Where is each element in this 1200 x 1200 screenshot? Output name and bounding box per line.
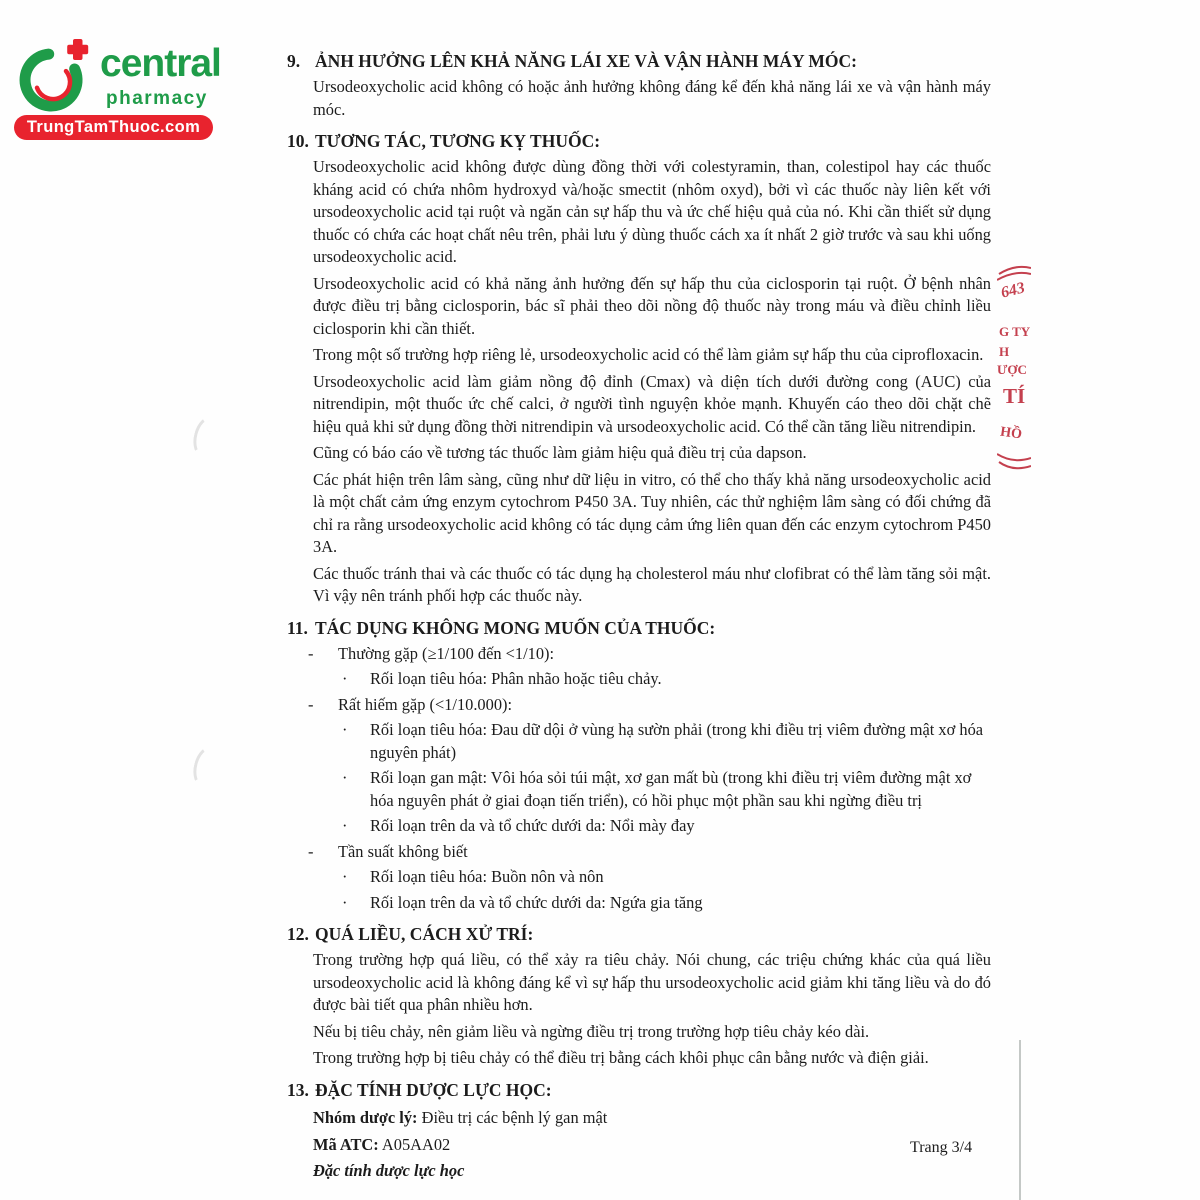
section-heading: [287, 50, 991, 73]
paragraph: Ursodeoxycholic acid không được dùng đồng thời với colestyramin, than, colestipol hay các thuốc kháng acid có chứa nhôm hydroxyd và/hoặc smectit (nhôm oxyd), bởi vì các thuốc này liên kết với ursodeoxycholic acid tại ruột và ngăn cản sự hấp thu và ức chế hiệu quả của nó. Khi cần thiết sử dụng thuốc có chứa các hoạt chất nêu trên, phải lưu ý dùng thuốc cách xa ít nhất 2 giờ trước và sau khi uống ursodeoxycholic acid.: [313, 157, 991, 266]
list-item: [287, 866, 991, 889]
stamp-text-fragment: TÍ: [1003, 384, 1026, 408]
list-item: [287, 815, 991, 838]
section-paragraphs: [287, 156, 991, 608]
section-heading: [287, 617, 991, 640]
bullet-text: Rất hiếm gặp (<1/10.000):: [338, 694, 513, 714]
page-number: Trang 3/4: [910, 1139, 973, 1156]
section-title: TƯƠNG TÁC, TƯƠNG KỴ THUỐC:: [315, 131, 601, 151]
bullet-text: Tần suất không biết: [338, 841, 468, 861]
stamp-number-fragment: 643: [999, 279, 1027, 302]
bullet-text: Rối loạn trên da và tổ chức dưới da: Ngứa gia tăng: [370, 892, 703, 912]
list-item: [287, 668, 991, 691]
list-item: [287, 719, 991, 764]
atc-code-value: A05AA02: [381, 1134, 451, 1154]
section-title: ĐẶC TÍNH DƯỢC LỰC HỌC:: [315, 1079, 552, 1100]
section-heading: [287, 1079, 991, 1102]
list-item: [287, 767, 991, 812]
paragraph: Các thuốc tránh thai và các thuốc có tác dụng hạ cholesterol máu như clofibrat có thể làm tăng sỏi mật. Vì vậy nên tránh phối hợp các thuốc này.: [313, 563, 991, 605]
bullet-marker: -: [308, 643, 314, 663]
section-number: 10.: [287, 131, 309, 151]
logo-subtitle-text: pharmacy: [106, 88, 208, 109]
bullet-text: Thường gặp (≥1/100 đến <1/10):: [338, 643, 555, 663]
bullet-marker: ·: [342, 892, 348, 912]
bullet-text: Rối loạn tiêu hóa: Phân nhão hoặc tiêu chảy.: [370, 669, 662, 688]
section-number: 9.: [287, 51, 301, 71]
paragraph: Nếu bị tiêu chảy, nên giảm liều và ngừng điều trị trong trường hợp tiêu chảy kéo dài.: [313, 1021, 870, 1041]
binder-ring-shadow: [189, 413, 224, 460]
section-number: 11.: [287, 617, 308, 638]
bullet-marker: ·: [342, 867, 348, 886]
section-title: ẢNH HƯỞNG LÊN KHẢ NĂNG LÁI XE VÀ VẬN HÀNH MÁY MÓC:: [315, 51, 858, 71]
bullet-marker: -: [308, 694, 314, 714]
bullet-marker: ·: [342, 669, 348, 688]
list-item: [287, 694, 991, 717]
section-title: TÁC DỤNG KHÔNG MONG MUỐN CỦA THUỐC:: [315, 617, 716, 638]
pharm-group-label: Nhóm dược lý:: [313, 1107, 418, 1127]
page-scan-edge: [1019, 1040, 1021, 1200]
section-number: 13.: [287, 1079, 309, 1100]
paragraph: Cũng có báo cáo về tương tác thuốc làm giảm hiệu quả điều trị của dapson.: [313, 443, 807, 462]
bullet-marker: ·: [342, 768, 348, 787]
binder-ring-shadow: [189, 743, 224, 790]
bullet-text: Rối loạn tiêu hóa: Buồn nôn và nôn: [370, 867, 604, 886]
pharm-group-value: Điều trị các bệnh lý gan mật: [421, 1107, 608, 1127]
section-heading: [287, 130, 991, 153]
bullet-marker: -: [308, 841, 314, 861]
red-company-stamp: [997, 258, 1031, 476]
bullet-marker: ·: [342, 720, 348, 739]
paragraph: Ursodeoxycholic acid không có hoặc ảnh hưởng không đáng kể đến khả năng lái xe và vận hành máy móc.: [313, 77, 991, 119]
paragraph: Các phát hiện trên lâm sàng, cũng như dữ liệu in vitro, có thể cho thấy khả năng ursodeoxycholic acid là một chất cảm ứng enzym cytochrom P450 3A. Tuy nhiên, các thử nghiệm lâm sàng có đối chứng đã chỉ ra rằng ursodeoxycholic acid không có tác dụng cảm ứng liên quan đến các enzym cytochrom P450 3A.: [313, 469, 991, 556]
central-pharmacy-logo: [14, 36, 234, 146]
list-item: [287, 841, 991, 864]
list-item: [287, 643, 991, 666]
section-12: [287, 923, 991, 1070]
side-effects-list: [287, 643, 991, 915]
stamp-text-fragment: G TY: [999, 324, 1031, 339]
section-paragraphs: [287, 949, 991, 1070]
paragraph: Trong một số trường hợp riêng lẻ, ursodeoxycholic acid có thể làm giảm sự hấp thu của ciprofloxacin.: [313, 345, 984, 364]
section-number: 12.: [287, 924, 309, 944]
pharm-group-line: [313, 1106, 991, 1129]
paragraph: Trong trường hợp bị tiêu chảy có thể điều trị bằng cách khôi phục cân bằng nước và điện giải.: [313, 1048, 929, 1067]
paragraph: Trong trường hợp quá liều, có thể xảy ra tiêu chảy. Nói chung, các triệu chứng khác của quá liều ursodeoxycholic acid là không đáng kể vì sự hấp thu ursodeoxycholic acid giảm khi tăng liều và do đó được bài tiết qua phân nhiều hơn.: [313, 950, 991, 1014]
bullet-text: Rối loạn trên da và tổ chức dưới da: Nổi mày đay: [370, 816, 695, 835]
atc-code-label: Mã ATC:: [313, 1134, 379, 1154]
section-13: [287, 1079, 991, 1181]
section-11: [287, 617, 991, 915]
stamp-text-fragment: ƯỢC: [997, 362, 1027, 377]
atc-code-line: [313, 1133, 991, 1156]
bullet-text: Rối loạn gan mật: Vôi hóa sỏi túi mật, xơ gan mất bù (trong khi điều trị viêm đường mật xơ hóa nguyên phát ở giai đoạn tiến triển), có hồi phục một phần sau khi ngừng điều trị: [370, 768, 972, 810]
paragraph: Ursodeoxycholic acid làm giảm nồng độ đỉnh (Cmax) và diện tích dưới đường cong (AUC) của nitrendipin, một thuốc ức chế calci, ở người tình nguyện khỏe mạnh. Khuyến cáo theo dõi chặt chẽ hiệu quả khi sử dụng đồng thời nitrendipin và ursodeoxycholic acid. Có thể cần tăng liều nitrendipin.: [313, 371, 991, 436]
list-item: [287, 892, 991, 915]
paragraph: Ursodeoxycholic acid có khả năng ảnh hưởng đến sự hấp thu của ciclosporin tại ruột. Ở bệnh nhân được điều trị bằng ciclosporin, bác sĩ phải theo dõi nồng độ thuốc này trong máu và điều chỉnh liều ciclosporin khi cần thiết.: [313, 273, 991, 338]
logo-website-banner: TrungTamThuoc.com: [14, 115, 213, 140]
section-10: [287, 130, 991, 608]
section-paragraphs: [287, 76, 991, 121]
bullet-marker: ·: [342, 816, 348, 835]
pharmacy-c-plus-icon: [14, 36, 98, 116]
bullet-text: Rối loạn tiêu hóa: Đau dữ dội ở vùng hạ sườn phải (trong khi điều trị viêm đường mật xơ hóa nguyên phát): [370, 720, 984, 762]
section-9: [287, 50, 991, 121]
pharmacodynamics-subheading: Đặc tính dược lực học: [313, 1160, 465, 1180]
leaflet-body: [287, 50, 991, 1181]
logo-brand-text: central: [100, 42, 221, 85]
stamp-text-fragment: HỒ: [999, 424, 1023, 443]
stamp-text-fragment: H: [999, 344, 1010, 359]
section-heading: [287, 923, 991, 946]
section-title: QUÁ LIỀU, CÁCH XỬ TRÍ:: [315, 924, 534, 944]
